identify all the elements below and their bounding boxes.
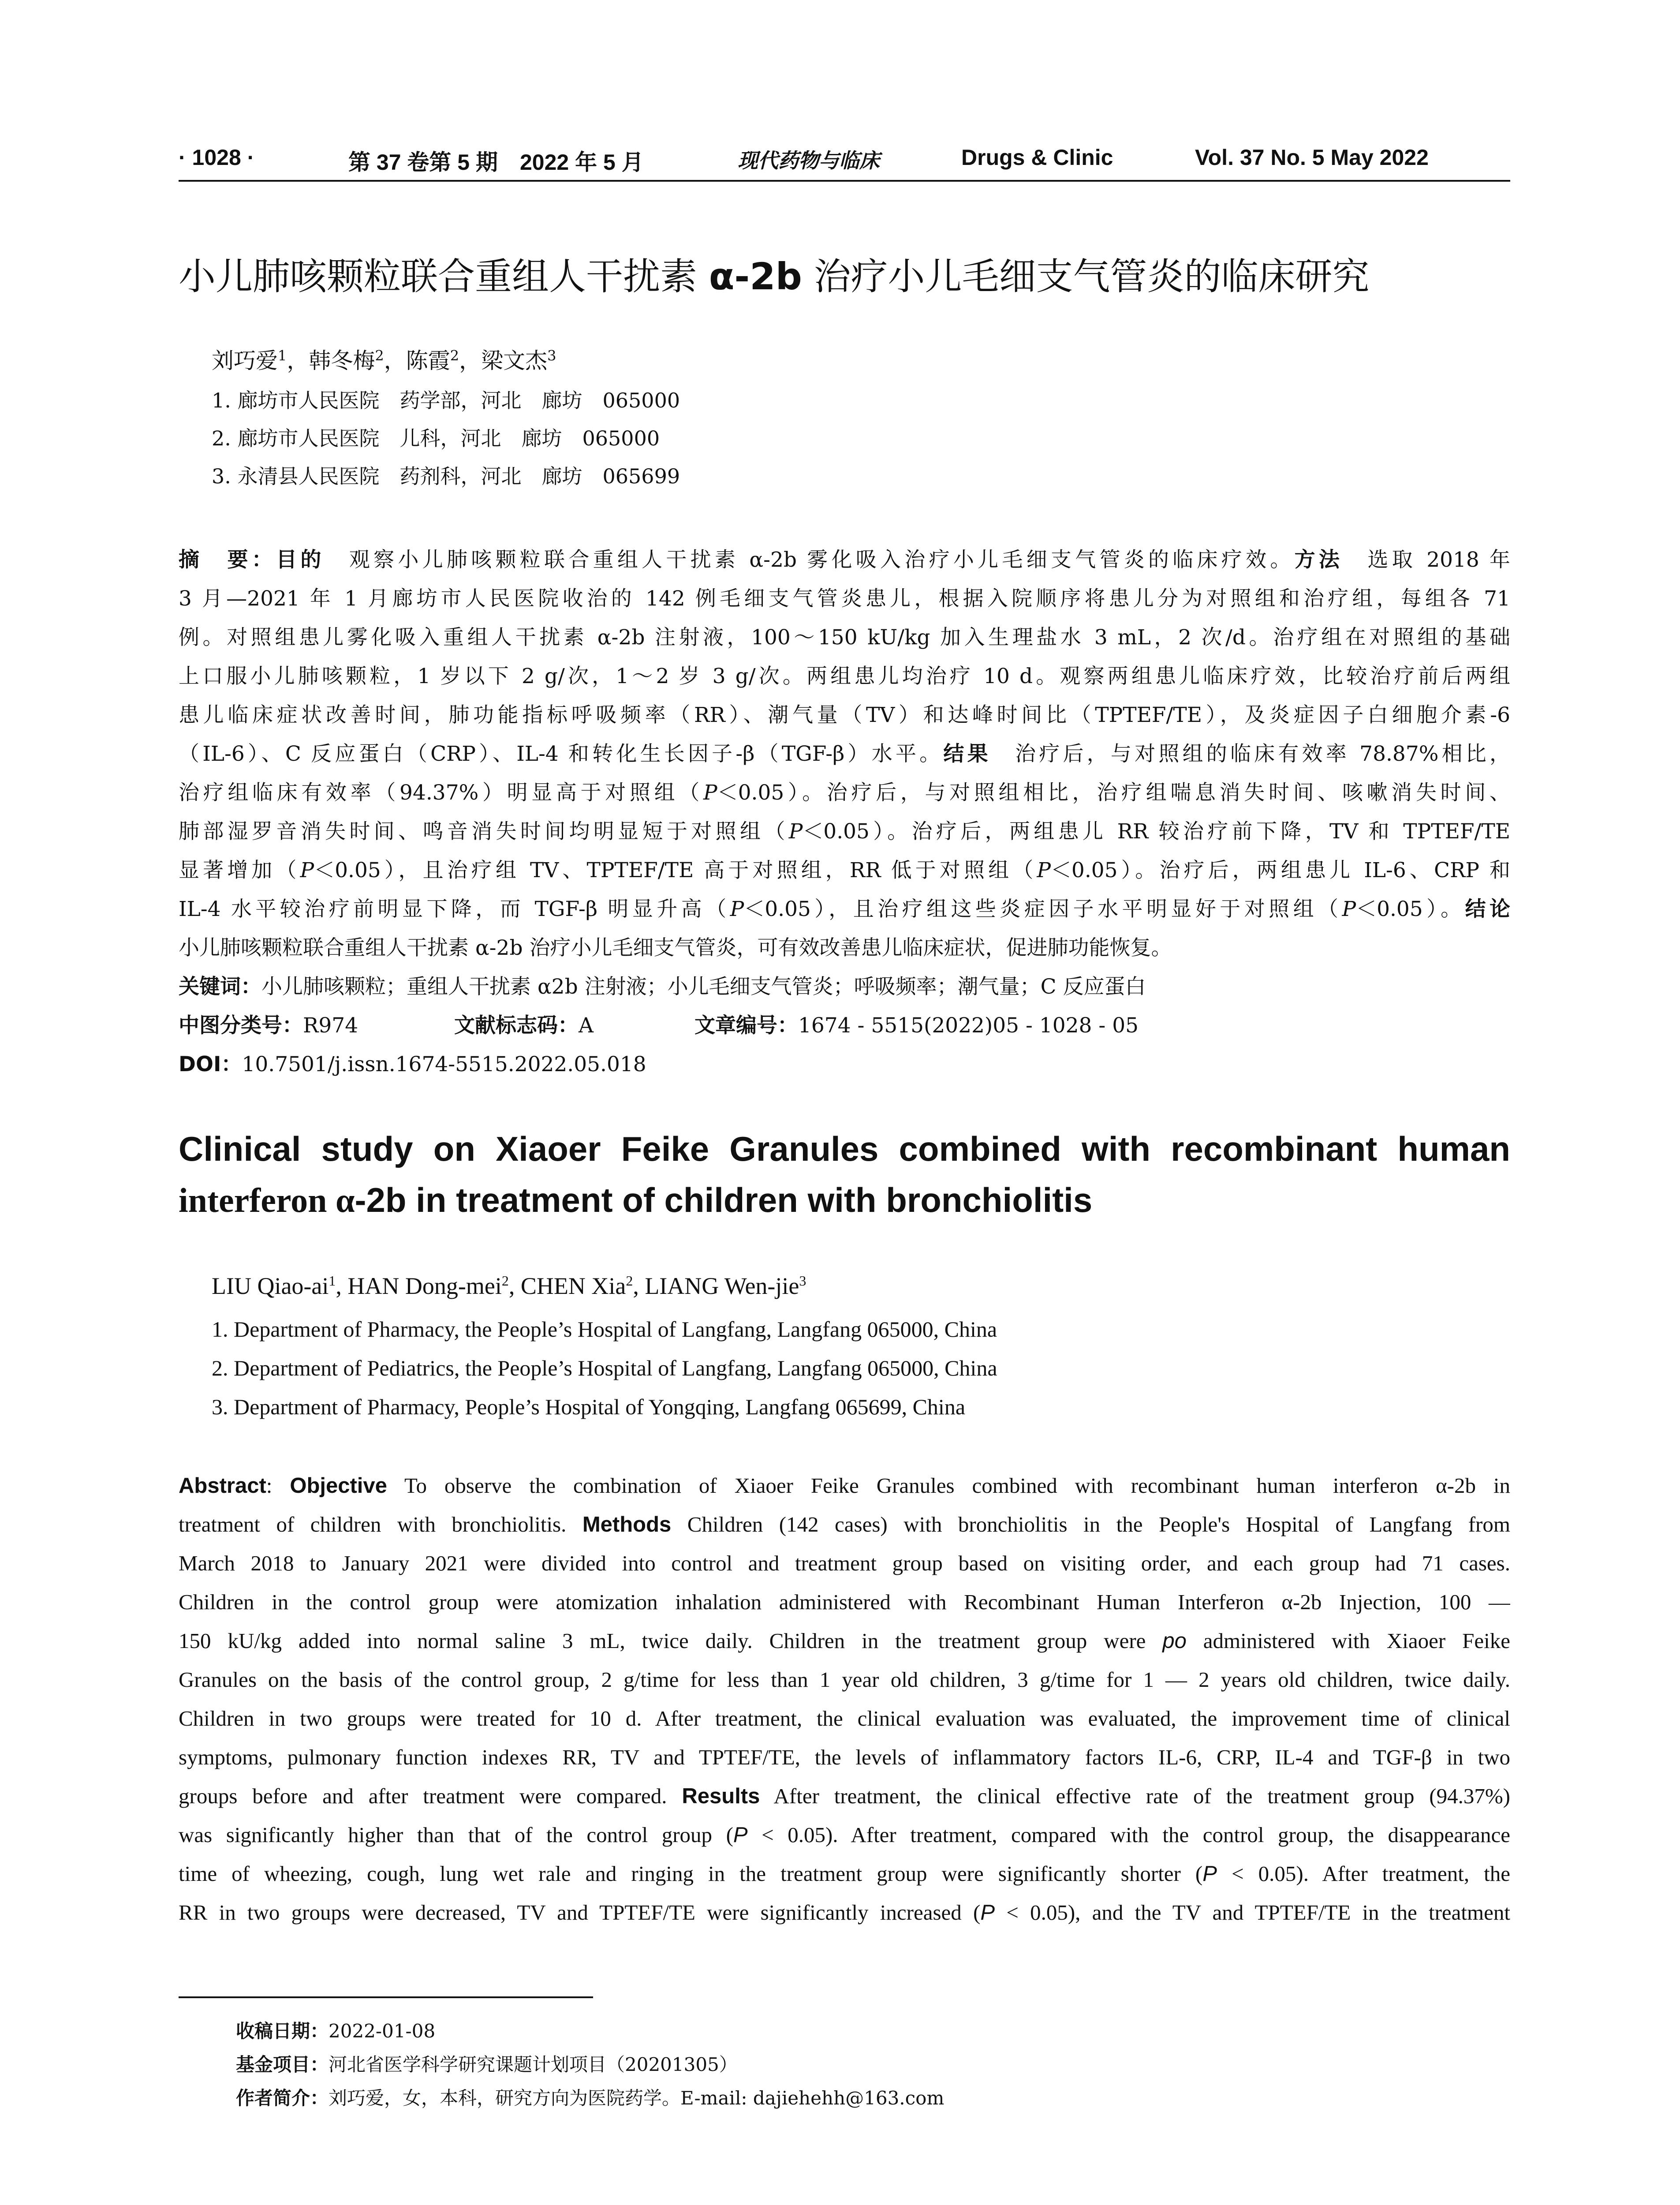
abstract-en-line: March 2018 to January 2021 were divided into control and treatment group based on visiting order, and each group had 71 cases. [179,1551,1510,1575]
author-name: 陈霞 [406,348,450,374]
footnote-received: 收稿日期：2022-01-08 [236,2020,436,2042]
authors-cn: 刘巧爱$^1$，韩冬梅$^2$，陈霞$^2$，梁文杰$^3$ [212,347,556,374]
affiliation-en-2: 2. Department of Pediatrics, the People’s Hospital of Langfang, Langfang 065000, China [212,1356,997,1380]
abstract-cn-line: 患儿临床症状改善时间，肺功能指标呼吸频率（RR）、潮气量（TV）和达峰时间比（TPTEF/TE），及炎症因子白细胞介素-6 [179,703,1510,727]
article-number: 文章编号：1674 - 5515(2022)05 - 1028 - 05 [694,1013,1139,1038]
affiliation-cn-3: 3. 永清县人民医院 药剂科，河北 廊坊 065699 [212,464,680,488]
abstract-cn-line: IL-4 水平较治疗前明显下降，而 TGF-β 明显升高（P＜0.05），且治疗组这些炎症因子水平明显好于对照组（P＜0.05）。结论 [179,897,1510,921]
journal-name-en: Drugs & Clinic [961,145,1113,170]
page-number: · 1028 · [179,145,255,170]
footnote-fund: 基金项目：河北省医学科学研究课题计划项目（20201305） [236,2054,738,2075]
abstract-en-line: groups before and after treatment were compared. Results After treatment, the clinical effective rate of the treatment group (94.37%) [179,1784,1510,1808]
footnote-author: 作者简介：刘巧爱，女，本科，研究方向为医院药学。E-mail: dajiehehh@163.com [236,2087,945,2109]
affiliation-cn-1: 1. 廊坊市人民医院 药学部，河北 廊坊 065000 [212,389,680,412]
author-name: 韩冬梅 [309,348,375,374]
affiliation-en-1: 1. Department of Pharmacy, the People’s Hospital of Langfang, Langfang 065000, China [212,1317,997,1342]
abstract-en-line: RR in two groups were decreased, TV and TPTEF/TE were significantly increased (P < 0.05), and the TV and TPTEF/TE in the treatment [179,1900,1510,1925]
author-name: 梁文杰 [481,348,548,374]
volume-cn: 第 37 卷第 5 期 2022 年 5 月 [348,150,644,175]
author-name: LIU Qiao-ai [212,1273,329,1299]
abstract-en-line: Granules on the basis of the control group, 2 g/time for less than 1 year old children, 3 g/time for 1 — 2 years old children, twice daily. [179,1667,1510,1692]
abstract-cn-line: 摘 要：目的 观察小儿肺咳颗粒联合重组人干扰素 α-2b 雾化吸入治疗小儿毛细支气管炎的临床疗效。方法 选取 2018 年 [179,548,1510,572]
footnote-divider [179,1996,593,1998]
abstract-cn-line: 例。对照组患儿雾化吸入重组人干扰素 α-2b 注射液，100～150 kU/kg 加入生理盐水 3 mL，2 次/d。治疗组在对照组的基础 [179,625,1510,650]
abstract-cn-line: 治疗组临床有效率（94.37%）明显高于对照组（P＜0.05）。治疗后，与对照组相比，治疗组喘息消失时间、咳嗽消失时间、 [179,781,1510,805]
doi: DOI：10.7501/j.issn.1674-5515.2022.05.018 [179,1052,646,1076]
title-en-line-1: Clinical study on Xiaoer Feike Granules combined with recombinant human [179,1129,1510,1168]
abstract-cn-line: （IL-6）、C 反应蛋白（CRP）、IL-4 和转化生长因子-β（TGF-β）水平。结果 治疗后，与对照组的临床有效率 78.87%相比， [179,742,1510,766]
classification-line: 中图分类号：R974 [179,1013,358,1038]
abstract-en-line: symptoms, pulmonary function indexes RR, TV and TPTEF/TE, the levels of inflammatory factors IL-6, CRP, IL-4 and TGF-β in two [179,1745,1510,1769]
abstract-en-line: time of wheezing, cough, lung wet rale and ringing in the treatment group were significantly shorter (P < 0.05). After treatment, the [179,1861,1510,1886]
abstract-en-line: Children in two groups were treated for 10 d. After treatment, the clinical evaluation was evaluated, the improvement time of clinical [179,1706,1510,1730]
abstract-cn-line: 小儿肺咳颗粒联合重组人干扰素 α-2b 治疗小儿毛细支气管炎，可有效改善患儿临床症状，促进肺功能恢复。 [179,936,1172,960]
abstract-en-line: 150 kU/kg added into normal saline 3 mL, twice daily. Children in the treatment group were po administered with Xiaoer Feike [179,1629,1510,1653]
affiliation-en-3: 3. Department of Pharmacy, People’s Hospital of Yongqing, Langfang 065699, China [212,1394,966,1419]
abstract-cn-line: 3 月—2021 年 1 月廊坊市人民医院收治的 142 例毛细支气管炎患儿，根据入院顺序将患儿分为对照组和治疗组，每组各 71 [179,587,1510,611]
abstract-cn-line: 肺部湿罗音消失时间、鸣音消失时间均明显短于对照组（P＜0.05）。治疗后，两组患儿 RR 较治疗前下降，TV 和 TPTEF/TE [179,819,1510,844]
affiliation-cn-2: 2. 廊坊市人民医院 儿科，河北 廊坊 065000 [212,426,660,450]
journal-name-cn: 现代药物与临床 [738,149,880,172]
document-code: 文献标志码：A [454,1013,594,1038]
abstract-en-line: treatment of children with bronchiolitis. Methods Children (142 cases) with bronchiolitis in the People's Hospital of Langfang from [179,1512,1510,1536]
author-name: HAN Dong-mei [347,1273,502,1299]
title-cn: 小儿肺咳颗粒联合重组人干扰素 α-2b 治疗小儿毛细支气管炎的临床研究 [179,255,1370,298]
abstract-cn-line: 显著增加（P＜0.05），且治疗组 TV、TPTEF/TE 高于对照组，RR 低于对照组（P＜0.05）。治疗后，两组患儿 IL-6、CRP 和 [179,858,1510,882]
authors-en: LIU Qiao-$ai^1$, HAN Dong-mei$^2$, CHEN Xia$^2$, LIANG Wen-jie$^3$ [212,1273,806,1299]
abstract-en-line: Children in the control group were atomization inhalation administered with Recombinant Human Interferon α-2b Injection, 100 — [179,1590,1510,1614]
author-name: LIANG Wen-jie [645,1273,799,1299]
volume-en: Vol. 37 No. 5 May 2022 [1195,145,1429,170]
abstract-en-line: was significantly higher than that of the control group (P < 0.05). After treatment, compared with the control group, the disappearance [179,1823,1510,1847]
abstract-en-line: Abstract: Objective To observe the combination of Xiaoer Feike Granules combined with recombinant human interferon α-2b in [179,1473,1510,1498]
title-en-line-2: interferon α-2b in treatment of children with bronchiolitis [179,1181,1093,1219]
author-name: 刘巧爱 [212,348,278,374]
running-header [179,140,1510,182]
abstract-cn-line: 上口服小儿肺咳颗粒，1 岁以下 2 g/次，1～2 岁 3 g/次。两组患儿均治疗 10 d。观察两组患儿临床疗效，比较治疗前后两组 [179,664,1510,688]
keywords-cn: 关键词：小儿肺咳颗粒；重组人干扰素 α2b 注射液；小儿毛细支气管炎；呼吸频率；潮气量；C 反应蛋白 [179,975,1146,999]
author-name: CHEN Xia [520,1273,626,1299]
